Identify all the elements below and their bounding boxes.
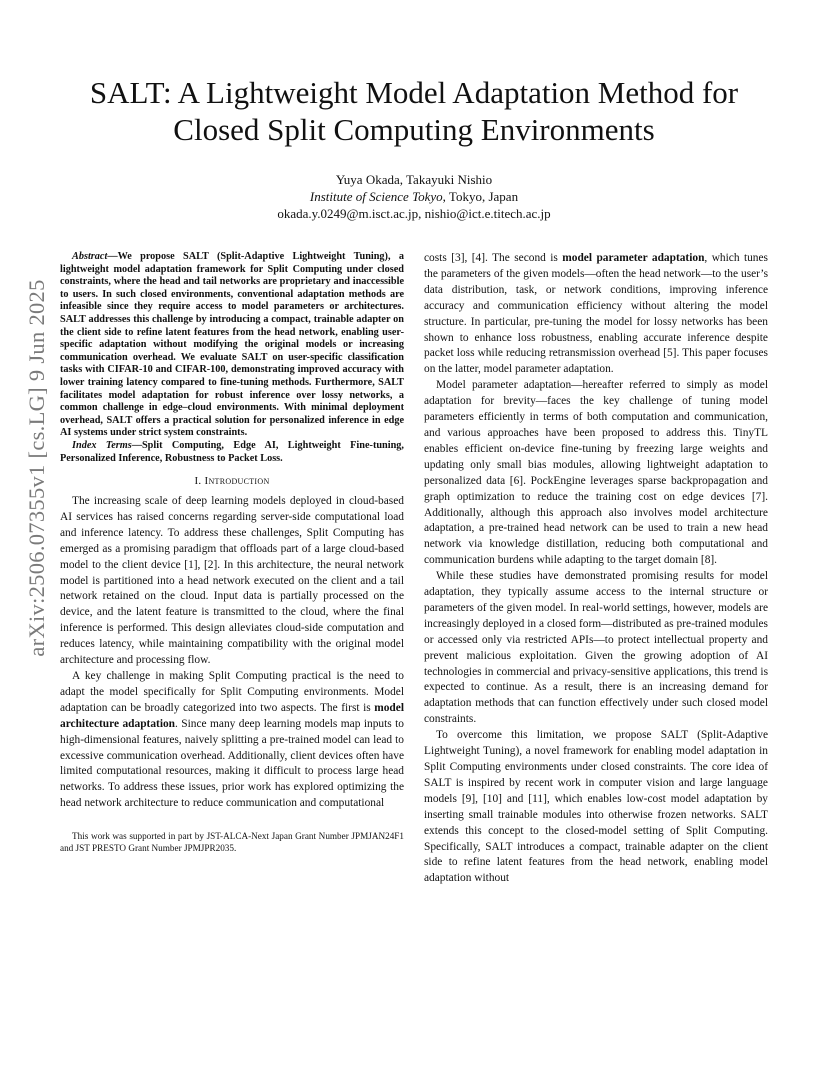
- affiliation: [60, 188, 768, 205]
- abstract: [60, 251, 404, 440]
- index-terms-label: Index Terms: [72, 439, 132, 451]
- arxiv-sidebar-stamp: [22, 258, 52, 678]
- affiliation-institute: Institute of Science Tokyo: [309, 189, 443, 204]
- left-column: [60, 251, 404, 854]
- affiliation-location: , Tokyo, Japan: [442, 189, 519, 204]
- intro-paragraph-2-text-a: A key challenge in making Split Computing practical is the need to adapt the model specifically for Split Computing environments. Model adaptation can be broadly categorized into two aspects. The first is: [60, 669, 404, 714]
- intro-paragraph-6: To overcome this limitation, we propose SALT (Split-Adaptive Lightweight Tuning), a novel framework for enabling model adaptation in Split Computing environments under closed constraints. The core idea of SALT is inspired by recent work in computer vision and large language models [9], [10] and [11], which enables low-cost model adaptation by inserting small trainable modules into otherwise frozen networks. SALT extends this concept to the closed-model setting of Split Computing. Specifically, SALT introduces a compact, trainable adapter on the client side to refine latent features from the head network, enabling model adaptation without: [424, 729, 768, 885]
- right-column: [424, 251, 768, 887]
- term-model-architecture-adaptation: model architecture adaptation: [60, 701, 404, 730]
- abstract-label: Abstract: [72, 251, 108, 262]
- intro-paragraph-1: The increasing scale of deep learning models deployed in cloud-based AI services has raised concerns regarding server-side computational load and inference latency. To address these challenges, Split Computing has emerged as a promising paradigm that offloads part of a large cloud-based model to the client device [1], [2]. In this architecture, the neural network model is partitioned into a head network executed on the client and a tail network retained on the cloud. Input data is partially processed on the device, and the latent feature is transmitted to the cloud, where the final inference is performed. This design alleviates cloud-side computation and reduces latency, while maintaining compatibility with the original model architecture and processing flow.: [60, 495, 404, 667]
- intro-paragraph-2-text-b: . Since many deep learning models map inputs to high-dimensional features, naively splitting a pre-trained model can lead to excessive communication overhead. Additionally, client devices often have limited computational resources, making it difficult to process large head networks. To address these issues, prior work has explored optimizing the head network architecture to reduce communication and computational: [60, 717, 404, 810]
- intro-paragraph-3-text-b: , which tunes the parameters of the given models—often the head network—to the user’s data distribution, task, or network conditions, improving inference accuracy and communication efficiency without altering the model structure. In particular, pre-tuning the model for lossy networks has been shown to enhance loss robustness, enabling accurate inference despite packet loss while reducing retransmission overhead [5]. This paper focuses on the latter, model parameter adaptation.: [424, 252, 768, 376]
- term-model-parameter-adaptation: model parameter adaptation: [562, 252, 705, 264]
- arxiv-identifier: arXiv:2506.07355v1 [cs.LG] 9 Jun 2025: [24, 279, 49, 657]
- index-terms: [60, 440, 404, 465]
- intro-paragraph-5: While these studies have demonstrated promising results for model adaptation, they typically assume access to the internal structure or parameters of the given model. In real-world settings, however, models are increasingly deployed in a closed form—distributed as pre-trained modules or accessed only via restricted APIs—to protect intellectual property and prevent malicious exploitation. Given the growing adoption of AI technologies in commercial and privacy-sensitive applications, this trend is expected to continue. As a result, there is an increasing demand for adaptation methods that can function effectively under such closed model constraints.: [424, 570, 768, 726]
- section-heading-introduction: I. Introduction: [194, 475, 270, 488]
- abstract-text: —We propose SALT (Split-Adaptive Lightweight Tuning), a lightweight model adaptation framework for Split Computing under closed constraints, where the head and tail networks are proprietary and inaccessible to users. In such closed environments, conventional adaptation methods are infeasible since they require access to model parameters or architectures. SALT addresses this challenge by introducing a compact, trainable adapter on the client side to refine latent features from the head network, enabling user-specific adaptation without modifying the original models or increasing communication overhead. We evaluate SALT on user-specific classification tasks with CIFAR-10 and CIFAR-100, demonstrating improved accuracy with lower training latency compared to fine-tuning methods. Furthermore, SALT facilitates model adaptation for robust inference over lossy networks, a common challenge in edge–cloud environments. With minimal deployment overhead, SALT offers a practical solution for personalized inference in edge AI systems under strict system constraints.: [60, 251, 404, 439]
- author-names: Yuya Okada, Takayuki Nishio: [335, 172, 493, 187]
- intro-paragraph-4: Model parameter adaptation—hereafter referred to simply as model adaptation for brevity—faces the key challenge of tuning model parameters efficiently in terms of both computation and communication, and various approaches have been proposed to address this. TinyTL enables efficient on-device fine-tuning by freezing large weights and updating only small bias modules, allowing lightweight adaptation to personalized data [6]. PockEngine leverages sparse backpropagation and graph optimization to reduce the training cost on edge devices [7]. Additionally, although this approach also involves model architecture adaptation, a pre-trained head network can be used to train a new head network via knowledge distillation, reducing both computational and communication burdens while adapting to the target domain [8].: [424, 379, 768, 567]
- intro-paragraph-3: [424, 251, 768, 378]
- paper-title: SALT: A Lightweight Model Adaptation Method for Closed Split Computing Environments: [89, 75, 739, 147]
- funding-footnote: This work was supported in part by JST-ALCA-Next Japan Grant Number JPMJAN24F1 and JST PRESTO Grant Number JPMJPR2035.: [60, 831, 404, 854]
- intro-paragraph-3-text-a: costs [3], [4]. The second is: [424, 252, 563, 264]
- author-block: [60, 171, 768, 222]
- author-emails: okada.y.0249@m.isct.ac.jp, nishio@ict.e.titech.ac.jp: [277, 206, 551, 221]
- intro-paragraph-2: [60, 669, 404, 812]
- index-terms-text: —Split Computing, Edge AI, Lightweight Fine-tuning, Personalized Inference, Robustness to Packet Loss.: [60, 439, 404, 464]
